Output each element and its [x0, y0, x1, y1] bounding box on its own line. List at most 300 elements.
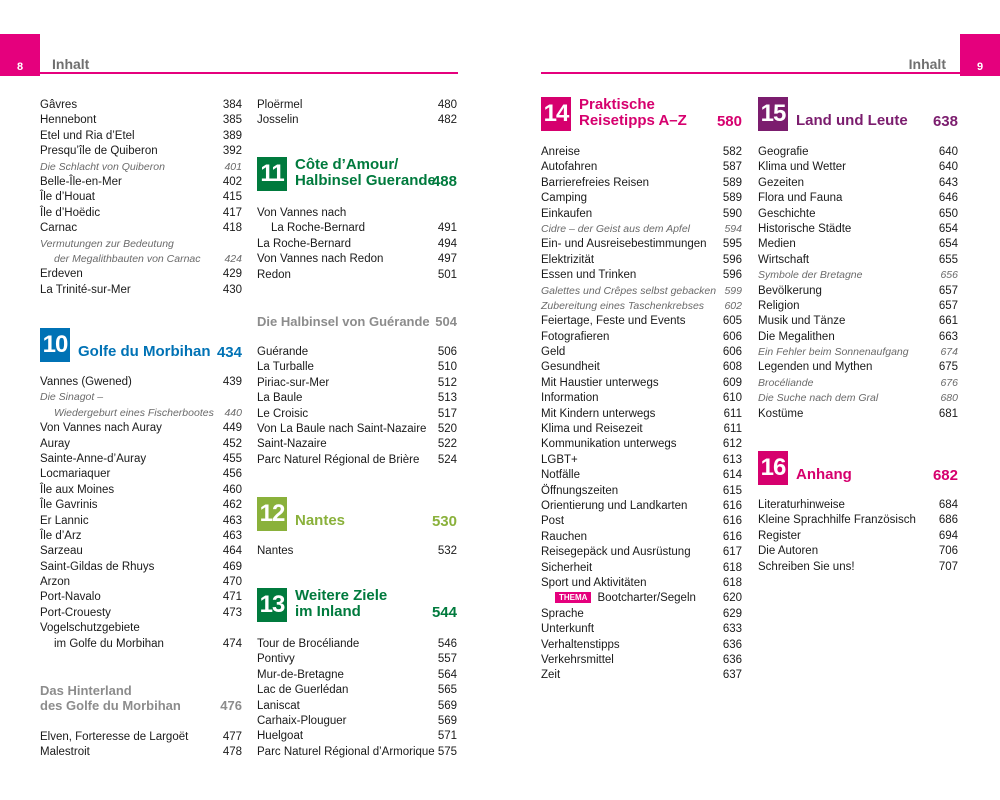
toc-entry-title: [758, 222, 851, 237]
toc-entry-title: [541, 653, 614, 668]
toc-entry-title: [257, 391, 302, 406]
chapter-heading[interactable]: [758, 451, 958, 485]
toc-entry[interactable]: [758, 160, 958, 175]
toc-entry[interactable]: [40, 190, 242, 205]
toc-entry[interactable]: [541, 407, 742, 422]
toc-entry-page: 608: [722, 361, 742, 374]
toc-entry[interactable]: [758, 207, 958, 222]
toc-entry[interactable]: [758, 544, 958, 559]
toc-entry[interactable]: [541, 530, 742, 545]
toc-entry[interactable]: [40, 745, 242, 760]
toc-entry-page: 430: [222, 283, 242, 296]
toc-entry-text: Wiedergeburt eines Fischerbootes: [54, 406, 214, 419]
toc-entry-title: [758, 145, 809, 160]
toc-entry-title: [40, 575, 70, 590]
toc-entry[interactable]: [758, 268, 958, 283]
chapter-number: 13: [257, 588, 287, 622]
running-head-right: Inhalt: [908, 56, 946, 72]
toc-entry-title: [758, 330, 835, 345]
toc-entry-text: Parc Naturel Régional de Brière: [257, 453, 420, 466]
toc-list: [257, 544, 457, 559]
toc-entry-text: Camping: [541, 192, 588, 205]
toc-entry-text: Information: [541, 392, 599, 405]
chapter-title-line1: Côte d’Amour/: [295, 156, 399, 173]
toc-entry[interactable]: [257, 683, 457, 698]
toc-entry[interactable]: [40, 437, 242, 452]
chapter-heading[interactable]: [257, 497, 457, 531]
toc-entry[interactable]: [40, 237, 242, 252]
toc-entry-title: [257, 668, 344, 683]
toc-entry[interactable]: [758, 498, 958, 513]
toc-entry[interactable]: [257, 422, 457, 437]
toc-entry-title: [758, 544, 818, 559]
toc-entry-title: [758, 299, 800, 314]
toc-entry-title: [758, 237, 796, 252]
toc-entry[interactable]: [541, 145, 742, 160]
toc-entry[interactable]: [541, 453, 742, 468]
toc-entry-text: Île d’Hoëdic: [40, 206, 101, 219]
toc-entry[interactable]: [541, 268, 742, 283]
toc-entry-page: 513: [437, 392, 457, 405]
toc-entry[interactable]: [257, 745, 457, 760]
toc-entry[interactable]: [541, 468, 742, 483]
toc-entry[interactable]: [758, 314, 958, 329]
toc-entry-text: Gezeiten: [758, 176, 805, 189]
chapter-number: 16: [758, 451, 788, 485]
toc-entry-text: Die Autoren: [758, 545, 819, 558]
toc-entry-text: Die Schlacht von Quiberon: [40, 160, 165, 173]
toc-entry[interactable]: [40, 514, 242, 529]
toc-entry-title: [257, 729, 303, 744]
toc-list: [40, 730, 242, 761]
toc-entry-text: Gâvres: [40, 99, 78, 111]
toc-entry-title: [541, 622, 594, 637]
toc-entry[interactable]: [40, 621, 242, 636]
toc-entry-page: 464: [222, 545, 242, 558]
toc-entry-text: Von Vannes nach: [257, 207, 347, 219]
toc-entry[interactable]: [758, 284, 958, 299]
toc-entry[interactable]: [40, 267, 242, 282]
toc-entry-page: 654: [938, 222, 958, 235]
toc-entry-page: 524: [437, 453, 457, 466]
toc-entry-page: 401: [224, 160, 242, 173]
toc-entry-title: [54, 637, 164, 652]
toc-entry[interactable]: [758, 407, 958, 422]
toc-entry-text: Ein Fehler beim Sonnenaufgang: [758, 346, 909, 359]
toc-entry-page: 637: [722, 669, 742, 682]
toc-entry[interactable]: [758, 391, 958, 406]
toc-entry[interactable]: [257, 206, 457, 221]
chapter-number: 10: [40, 328, 70, 362]
toc-entry-page: 675: [938, 361, 958, 374]
toc-column-3: [541, 98, 742, 778]
toc-entry-page: 517: [437, 407, 457, 420]
toc-entry[interactable]: [40, 221, 242, 236]
toc-entry[interactable]: [40, 160, 242, 175]
chapter-page: 544: [431, 604, 457, 621]
toc-entry[interactable]: [541, 160, 742, 175]
toc-entry-page: 686: [938, 514, 958, 527]
toc-entry[interactable]: [257, 268, 457, 283]
toc-entry[interactable]: [40, 98, 242, 113]
toc-entry-title: [40, 113, 96, 128]
toc-entry[interactable]: [541, 591, 742, 606]
toc-entry-title: [541, 176, 649, 191]
toc-entry-title: [40, 606, 111, 621]
toc-entry-text: Öffnungszeiten: [541, 484, 619, 497]
toc-entry[interactable]: [541, 391, 742, 406]
toc-entry[interactable]: [541, 545, 742, 560]
toc-entry[interactable]: [257, 98, 457, 113]
toc-entry[interactable]: [541, 284, 742, 299]
toc-entry-text: Von La Baule nach Saint-Nazaire: [257, 422, 427, 435]
subsection-heading[interactable]: [257, 314, 457, 330]
toc-entry-page: 415: [222, 191, 242, 204]
toc-entry-text: La Trinité-sur-Mer: [40, 283, 131, 296]
toc-entry-title: [541, 237, 707, 252]
toc-entry-title: [541, 530, 587, 545]
chapter-heading[interactable]: [758, 97, 958, 131]
chapter-title: Land und Leute: [796, 112, 908, 129]
toc-entry-title: [257, 268, 291, 283]
chapter-heading[interactable]: [541, 97, 742, 131]
toc-entry[interactable]: [758, 191, 958, 206]
toc-entry-text: Klima und Reisezeit: [541, 423, 643, 436]
toc-entry-text: Die Suche nach dem Gral: [758, 392, 879, 405]
toc-entry[interactable]: [758, 360, 958, 375]
chapter-number: 15: [758, 97, 788, 131]
toc-entry-page: 636: [722, 653, 742, 666]
toc-entry[interactable]: [40, 283, 242, 298]
toc-entry[interactable]: [40, 390, 242, 405]
toc-entry-page: 469: [222, 560, 242, 573]
toc-entry[interactable]: [541, 499, 742, 514]
toc-entry[interactable]: [541, 607, 742, 622]
toc-entry-text: Erdeven: [40, 268, 83, 281]
toc-entry-page: 424: [224, 252, 242, 265]
toc-entry[interactable]: [257, 113, 457, 128]
chapter-title-line2: im Inland: [295, 603, 361, 620]
toc-entry-text: Sainte-Anne-d’Auray: [40, 452, 147, 465]
toc-entry[interactable]: [40, 730, 242, 745]
toc-entry-page: 596: [722, 253, 742, 266]
toc-entry[interactable]: [257, 668, 457, 683]
toc-entry[interactable]: [257, 221, 457, 236]
toc-entry[interactable]: [40, 144, 242, 159]
toc-entry[interactable]: [758, 345, 958, 360]
toc-entry-title: [758, 391, 878, 406]
toc-entry[interactable]: [541, 360, 742, 375]
toc-entry-page: 482: [437, 114, 457, 127]
toc-entry-title: [758, 498, 845, 513]
toc-entry[interactable]: [541, 576, 742, 591]
toc-entry-page: 440: [224, 406, 242, 419]
toc-entry[interactable]: [257, 252, 457, 267]
toc-entry[interactable]: [541, 437, 742, 452]
toc-entry-title: [40, 514, 89, 529]
toc-entry-page: 615: [722, 484, 742, 497]
toc-entry-page: 473: [222, 606, 242, 619]
toc-entry[interactable]: [257, 699, 457, 714]
toc-entry[interactable]: [257, 544, 457, 559]
toc-entry-page: 640: [938, 161, 958, 174]
chapter-number: 12: [257, 497, 287, 531]
toc-entry[interactable]: [541, 330, 742, 345]
toc-entry-text: Sprache: [541, 607, 584, 620]
toc-entry[interactable]: [541, 484, 742, 499]
toc-entry-title: [541, 545, 691, 560]
toc-entry-title: [40, 190, 95, 205]
toc-entry-title: [541, 145, 580, 160]
toc-entry-text: Ein- und Ausreisebestimmungen: [541, 238, 707, 251]
toc-entry[interactable]: [40, 483, 242, 498]
toc-entry[interactable]: [541, 253, 742, 268]
page-number-right: 9: [960, 34, 1000, 76]
toc-entry-title: [758, 176, 804, 191]
toc-entry[interactable]: [40, 606, 242, 621]
toc-entry-title: [541, 191, 587, 206]
toc-entry-text: Josselin: [257, 114, 299, 127]
toc-entry[interactable]: [541, 653, 742, 668]
toc-entry-page: 491: [437, 222, 457, 235]
toc-entry[interactable]: [40, 113, 242, 128]
toc-entry-title: [758, 376, 813, 391]
toc-entry-title: [541, 668, 560, 683]
toc-entry[interactable]: [541, 668, 742, 683]
chapter-title-line1: Weitere Ziele: [295, 587, 388, 604]
toc-entry-text: Elven, Forteresse de Largoët: [40, 731, 189, 743]
toc-entry-title: [541, 391, 599, 406]
subsection-title-line2: des Golfe du Morbihan: [40, 698, 181, 713]
toc-entry-page: 606: [722, 330, 742, 343]
toc-entry-page: 402: [222, 175, 242, 188]
toc-entry-text: Galettes und Crêpes selbst gebacken: [541, 284, 717, 297]
toc-entry-page: 571: [437, 730, 457, 743]
toc-entry[interactable]: [758, 145, 958, 160]
toc-entry-title: [40, 745, 90, 760]
toc-entry-page: 657: [938, 284, 958, 297]
toc-entry[interactable]: [40, 129, 242, 144]
toc-entry-title: [40, 544, 83, 559]
toc-entry-text: Mur-de-Bretagne: [257, 668, 344, 681]
toc-entry-text: Huelgoat: [257, 730, 304, 743]
subsection-heading[interactable]: [40, 683, 242, 715]
toc-entry-title: [758, 191, 842, 206]
toc-entry[interactable]: [541, 514, 742, 529]
toc-entry-page: 449: [222, 422, 242, 435]
toc-entry[interactable]: [541, 176, 742, 191]
toc-entry-text: Presqu’île de Quiberon: [40, 145, 158, 158]
toc-entry-page: 610: [722, 392, 742, 405]
page-number-left: 8: [0, 34, 40, 76]
toc-entry-page: 512: [437, 376, 457, 389]
toc-entry[interactable]: [40, 406, 242, 421]
toc-entry-text: Klima und Wetter: [758, 161, 846, 174]
chapter-heading[interactable]: [257, 157, 457, 191]
toc-entry[interactable]: [40, 529, 242, 544]
toc-entry-text: Carhaix-Plouguer: [257, 714, 347, 727]
toc-entry-page: 480: [437, 99, 457, 111]
toc-entry[interactable]: [758, 330, 958, 345]
toc-entry[interactable]: [40, 467, 242, 482]
toc-entry[interactable]: [758, 529, 958, 544]
chapter-heading[interactable]: [257, 588, 457, 622]
toc-entry-page: 455: [222, 452, 242, 465]
toc-entry[interactable]: [541, 207, 742, 222]
toc-entry[interactable]: [40, 206, 242, 221]
toc-entry[interactable]: [40, 252, 242, 267]
toc-entry[interactable]: [40, 637, 242, 652]
toc-entry[interactable]: [758, 237, 958, 252]
toc-entry-title: [758, 253, 809, 268]
toc-list: [541, 145, 742, 684]
toc-entry-text: Fotografieren: [541, 330, 610, 343]
toc-entry[interactable]: [541, 376, 742, 391]
toc-entry[interactable]: [541, 422, 742, 437]
toc-entry-text: Von Vannes nach Redon: [257, 253, 384, 266]
toc-entry-page: 633: [722, 623, 742, 636]
chapter-title: Anhang: [796, 466, 852, 483]
toc-entry-text: Tour de Brocéliande: [257, 638, 360, 650]
toc-entry[interactable]: [758, 253, 958, 268]
toc-entry[interactable]: [541, 299, 742, 314]
chapter-page: 488: [431, 173, 457, 190]
toc-entry-page: 557: [437, 653, 457, 666]
toc-entry-text: Post: [541, 515, 565, 528]
toc-entry[interactable]: [758, 513, 958, 528]
toc-entry[interactable]: [257, 637, 457, 652]
toc-entry[interactable]: [257, 407, 457, 422]
toc-entry-text: Arzon: [40, 576, 71, 589]
toc-entry-title: [40, 144, 158, 159]
toc-entry-title: [257, 714, 347, 729]
toc-entry-page: 612: [722, 438, 742, 451]
toc-entry[interactable]: [40, 498, 242, 513]
toc-entry[interactable]: [758, 560, 958, 575]
toc-entry[interactable]: [758, 222, 958, 237]
toc-entry-text: Reisegepäck und Ausrüstung: [541, 546, 691, 559]
toc-entry-text: Gesundheit: [541, 361, 600, 374]
toc-entry[interactable]: [40, 421, 242, 436]
toc-entry-text: Île d’Arz: [40, 529, 82, 542]
toc-entry[interactable]: [541, 622, 742, 637]
toc-entry[interactable]: [40, 560, 242, 575]
chapter-page: 638: [932, 113, 958, 130]
toc-entry[interactable]: [257, 360, 457, 375]
toc-entry-text: Geld: [541, 346, 566, 359]
toc-entry[interactable]: [541, 237, 742, 252]
chapter-number: 11: [257, 157, 287, 191]
toc-entry-text: Sarzeau: [40, 545, 83, 558]
running-head-left: Inhalt: [52, 56, 90, 72]
chapter-heading[interactable]: [40, 328, 242, 362]
toc-entry-page: 614: [722, 469, 742, 482]
toc-entry[interactable]: [541, 561, 742, 576]
toc-entry-page: 417: [222, 206, 242, 219]
toc-entry[interactable]: [541, 345, 742, 360]
toc-entry-title: [40, 267, 83, 282]
toc-entry-title: [758, 268, 862, 283]
toc-entry[interactable]: [541, 222, 742, 237]
toc-entry[interactable]: [257, 237, 457, 252]
toc-entry-text: Redon: [257, 268, 291, 281]
toc-entry-text: LGBT+: [541, 453, 578, 466]
chapter-page: 580: [716, 113, 742, 130]
toc-entry-title: [257, 376, 329, 391]
header-rule-right: [541, 72, 960, 74]
toc-entry[interactable]: [40, 375, 242, 390]
toc-entry-text: Bootcharter/Segeln: [597, 592, 696, 605]
toc-entry[interactable]: [40, 590, 242, 605]
toc-entry[interactable]: [257, 376, 457, 391]
toc-entry[interactable]: [541, 191, 742, 206]
toc-entry[interactable]: [40, 175, 242, 190]
toc-entry[interactable]: [40, 544, 242, 559]
toc-entry-title: [758, 160, 846, 175]
toc-entry-text: Carnac: [40, 222, 78, 235]
toc-entry[interactable]: [40, 575, 242, 590]
toc-entry[interactable]: [758, 299, 958, 314]
toc-entry-page: 680: [940, 392, 958, 405]
toc-entry[interactable]: [541, 638, 742, 653]
toc-entry-text: Orientierung und Landkarten: [541, 499, 688, 512]
toc-entry-text: Literaturhinweise: [758, 499, 845, 511]
toc-entry[interactable]: [758, 176, 958, 191]
toc-entry-text: Anreise: [541, 146, 580, 158]
toc-entry-text: Piriac-sur-Mer: [257, 376, 330, 389]
toc-entry-title: [541, 160, 597, 175]
toc-entry-text: Bevölkerung: [758, 284, 822, 297]
toc-entry[interactable]: [758, 376, 958, 391]
toc-entry-page: 602: [724, 299, 742, 312]
toc-entry-text: Île aux Moines: [40, 483, 115, 496]
toc-entry-page: 470: [222, 576, 242, 589]
toc-entry-text: Le Croisic: [257, 407, 309, 420]
toc-entry[interactable]: [40, 452, 242, 467]
toc-entry-page: 392: [222, 145, 242, 158]
toc-entry-text: Sicherheit: [541, 561, 593, 574]
toc-entry[interactable]: [257, 714, 457, 729]
toc-entry-page: 609: [722, 376, 742, 389]
toc-entry-text: Belle-Île-en-Mer: [40, 175, 122, 188]
toc-entry-text: Verkehrsmittel: [541, 653, 614, 666]
toc-entry-title: [541, 484, 618, 499]
toc-entry-title: [541, 345, 565, 360]
toc-column-4: [758, 98, 958, 778]
toc-entry-page: 655: [938, 253, 958, 266]
toc-entry-text: Locmariaquer: [40, 468, 111, 481]
toc-entry[interactable]: [541, 314, 742, 329]
toc-entry-page: 456: [222, 468, 242, 481]
toc-entry[interactable]: [257, 729, 457, 744]
toc-entry-text: Vannes (Gwened): [40, 376, 132, 388]
toc-entry-page: 569: [437, 699, 457, 712]
toc-entry[interactable]: [257, 391, 457, 406]
toc-entry[interactable]: [257, 652, 457, 667]
toc-entry-title: [541, 253, 594, 268]
toc-entry-title: [40, 375, 132, 390]
subsection-page: 504: [435, 314, 457, 329]
toc-entry-title: [758, 284, 822, 299]
toc-entry-text: Ploërmel: [257, 99, 303, 111]
subsection-title: Die Halbinsel von Guérande: [257, 314, 430, 329]
toc-entry[interactable]: [257, 437, 457, 452]
toc-entry[interactable]: [257, 345, 457, 360]
toc-entry-page: 462: [222, 499, 242, 512]
toc-entry-title: [541, 514, 564, 529]
toc-entry-text: La Roche-Bernard: [271, 222, 365, 235]
toc-entry[interactable]: [257, 453, 457, 468]
